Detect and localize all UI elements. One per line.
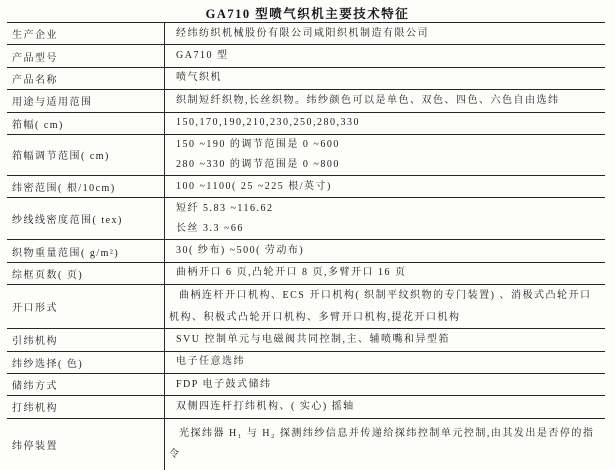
spec-value-cell — [164, 68, 605, 89]
table-row — [7, 90, 605, 112]
spec-label-cell: 产品名称 — [12, 74, 58, 86]
table-row — [7, 23, 605, 45]
table-row — [7, 396, 605, 418]
spec-value-cell — [164, 263, 605, 284]
spec-value-cell — [164, 198, 605, 239]
spec-label-cell: 综框页数( 页) — [12, 269, 84, 281]
spec-value-cell — [164, 285, 605, 328]
table-row — [7, 329, 605, 351]
spec-value-line: 织制短纤织物,长丝织物。纬纱颜色可以是单色、双色、四色、六色自由选纬 — [176, 94, 560, 106]
spec-value-cell — [164, 396, 605, 417]
spec-label-cell: 产品型号 — [12, 52, 58, 64]
table-row — [7, 263, 605, 285]
spec-value-line: 长丝 3.3 ~66 — [176, 222, 244, 234]
table-row — [7, 68, 605, 90]
spec-label-cell: 纬纱选择( 色) — [12, 358, 84, 370]
spec-value-cell — [164, 176, 605, 197]
spec-value-cell — [164, 113, 605, 134]
spec-value-line: 光探纬器 H₁ 与 H₂ 探测纬纱信息并传递给探纬控制单元控制,由其发出是否停的指令 — [169, 427, 595, 461]
spec-label-cell: 织物重量范围( g/m²) — [12, 247, 120, 259]
spec-label-cell: 生产企业 — [12, 30, 58, 42]
table-row — [7, 113, 605, 135]
spec-value-line: 280 ~330 的调节范围是 0 ~800 — [176, 158, 340, 170]
spec-value-line: SVU 控制单元与电磁阀共同控制,主、辅喷嘴和异型筘 — [176, 333, 451, 345]
spec-value-line: 150 ~190 的调节范围是 0 ~600 — [176, 138, 340, 150]
table-row — [7, 419, 605, 470]
spec-value-line: 短纤 5.83 ~116.62 — [176, 202, 274, 214]
spec-value-line: 喷气织机 — [176, 72, 222, 84]
spec-value-line: GA710 型 — [176, 50, 229, 62]
spec-value-cell — [164, 374, 605, 395]
spec-label-cell: 筘幅( cm) — [12, 119, 64, 131]
table-row — [7, 374, 605, 396]
spec-label-cell: 储纬方式 — [12, 381, 58, 393]
spec-label-cell: 用途与适用范围 — [12, 97, 93, 109]
spec-value-line: 100 ~1100( 25 ~225 根/英寸) — [176, 180, 332, 192]
table-title: GA710 型喷气织机主要技术特征 — [205, 7, 410, 21]
table-row — [7, 198, 605, 240]
spec-label-cell: 引纬机构 — [12, 336, 58, 348]
spec-value-line: 双侧四连杆打纬机构、( 实心) 摇轴 — [176, 400, 355, 412]
spec-value-line: 曲柄连杆开口机构、ECS 开口机构( 织制平纹织物的专门装置) 、消极式凸轮开口机构、积极式凸轮开口机构、多臂开口机构,提花开口机构 — [169, 290, 592, 323]
table-row — [7, 135, 605, 176]
spec-value-cell — [164, 329, 605, 350]
spec-value-line: 150,170,190,210,230,250,280,330 — [176, 117, 360, 129]
spec-value-cell — [164, 352, 605, 373]
spec-value-line: 曲柄开口 6 页,凸轮开口 8 页,多臂开口 16 页 — [176, 267, 407, 279]
table-row — [7, 176, 605, 198]
table-row — [7, 285, 605, 329]
spec-label-cell: 打纬机构 — [12, 403, 58, 415]
spec-value-cell — [164, 23, 605, 44]
table-row — [7, 240, 605, 262]
spec-table — [7, 22, 605, 470]
spec-value-line: FDP 电子鼓式储纬 — [176, 378, 272, 390]
spec-value-cell — [164, 419, 605, 470]
spec-value-line: 电子任意选纬 — [176, 356, 245, 368]
spec-value-line: 30( 纱布) ~500( 劳动布) — [176, 245, 305, 257]
spec-label-cell: 纱线线密度范围( tex) — [12, 215, 123, 227]
spec-value-cell — [164, 90, 605, 111]
spec-label-cell: 纬停装置 — [12, 440, 58, 452]
spec-value-line: 经纬纺织机械股份有限公司咸阳织机制造有限公司 — [176, 27, 429, 39]
spec-value-cell — [164, 240, 605, 261]
spec-label-cell: 开口形式 — [12, 303, 58, 315]
table-row — [7, 352, 605, 374]
table-row — [7, 45, 605, 67]
spec-value-cell — [164, 45, 605, 66]
spec-value-cell — [164, 135, 605, 175]
spec-label-cell: 筘幅调节范围( cm) — [12, 151, 110, 163]
spec-label-cell: 纬密范围( 根/10cm) — [12, 183, 116, 195]
